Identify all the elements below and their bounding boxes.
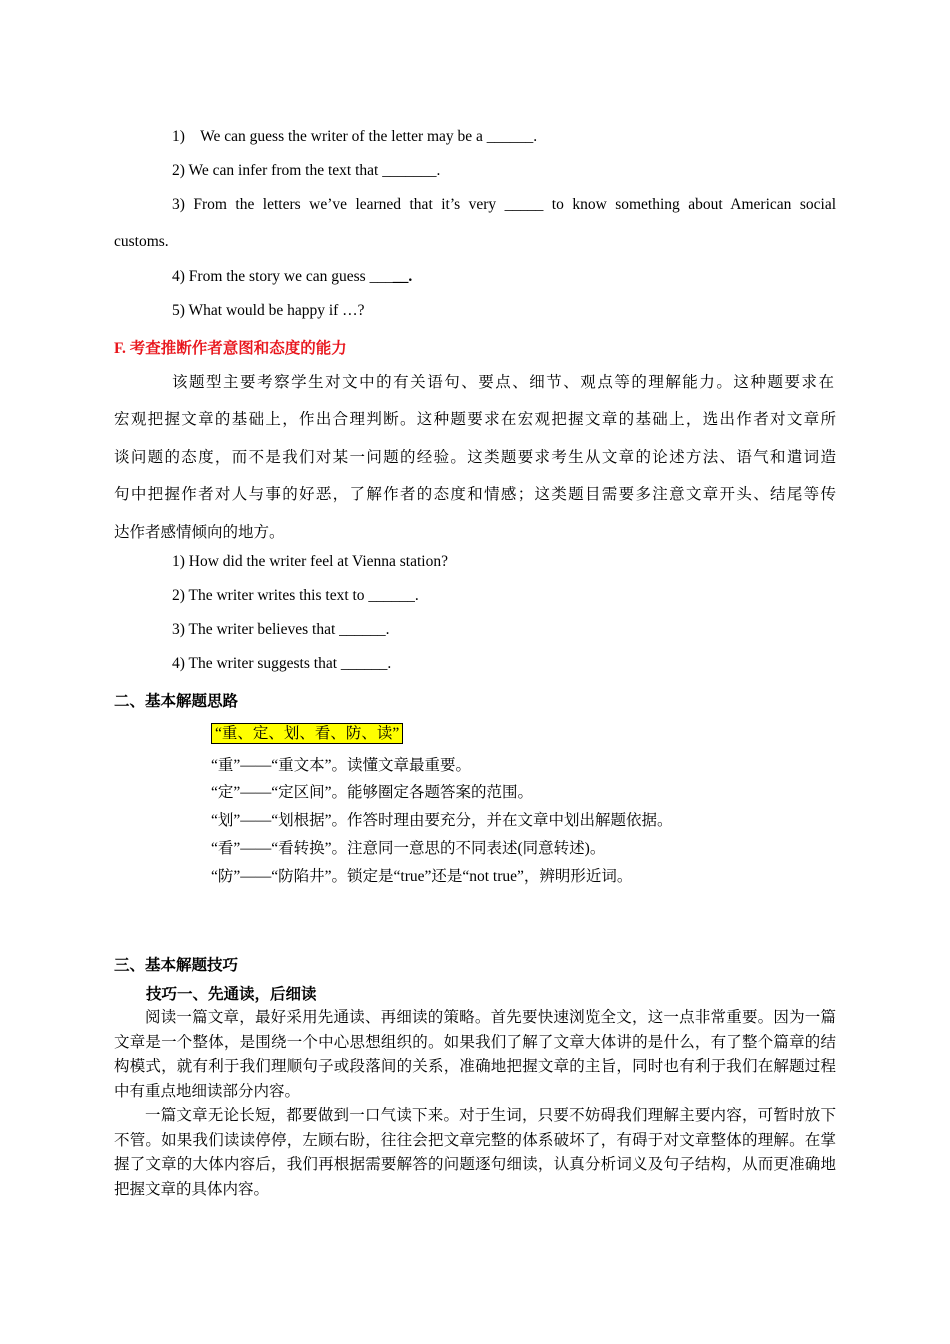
highlight-mnemonic-text: “重、定、划、看、防、读” <box>211 723 403 744</box>
section-f-heading: F. 考查推断作者意图和态度的能力 <box>114 340 347 357</box>
question-e1: 1) We can guess the writer of the letter may be a ______. <box>172 128 538 145</box>
method-item: “防”——“防陷井”。锁定是“true”还是“not true”，辨明形近词。 <box>211 868 633 885</box>
section-f-para-line: 句中把握作者对人与事的好恶，了解作者的态度和情感；这类题目需要多注意文章开头、结尾等传 <box>114 486 836 503</box>
question-e4 <box>172 268 412 286</box>
question-e5: 5) What would be happy if …? <box>172 302 365 319</box>
tip-1-body <box>114 1006 836 1202</box>
tip-1-heading: 技巧一、先通读，后细读 <box>146 986 317 1003</box>
highlight-mnemonic <box>211 721 403 743</box>
tip-1-paragraph: 一篇文章无论长短，都要做到一口气读下来。对于生词，只要不妨碍我们理解主要内容，可暂时放下不管。如果我们读读停停，左顾右盼，往往会把文章完整的体系破坏了，有碍于对文章整体的理解。在掌握了文章的大体内容后，我们再根据需要解答的问题逐句细读，认真分析词义及句子结构，从而更准确地把握文章的具体内容。 <box>114 1107 836 1198</box>
section-3-heading: 三、基本解题技巧 <box>114 957 239 974</box>
method-item: “看”——“看转换”。注意同一意思的不同表述(同意转述)。 <box>211 840 606 857</box>
method-item: “划”——“划根据”。作答时理由要充分，并在文章中划出解题依据。 <box>211 812 673 829</box>
question-f2: 2) The writer writes this text to ______. <box>172 587 419 604</box>
question-f4: 4) The writer suggests that ______. <box>172 655 392 672</box>
question-e4-text: 4) From the story we can guess ___ <box>172 268 393 285</box>
method-item: “定”——“定区间”。能够圈定各题答案的范围。 <box>211 784 534 801</box>
section-f-para-line: 达作者感情倾向的地方。 <box>114 524 285 541</box>
question-f3: 3) The writer believes that ______. <box>172 621 390 638</box>
section-f-para-line: 宏观把握文章的基础上，作出合理判断。这种题要求在宏观把握文章的基础上，选出作者对文章所 <box>114 411 836 428</box>
section-f-para-line: 该题型主要考察学生对文中的有关语句、要点、细节、观点等的理解能力。这种题要求在 <box>172 374 834 391</box>
section-2-heading: 二、基本解题思路 <box>114 693 239 710</box>
tip-1-paragraph: 阅读一篇文章，最好采用先通读、再细读的策略。首先要快速浏览全文，这一点非常重要。因为一篇文章是一个整体，是围绕一个中心思想组织的。如果我们了解了文章大体讲的是什么，有了整个篇章的结构模式，就有利于我们理顺句子或段落间的关系，准确地把握文章的主旨，同时也有利于我们在解题过程中有重点地细读部分内容。 <box>114 1009 836 1100</box>
question-e3-line2: customs. <box>114 233 169 250</box>
question-e4-blank: __. <box>392 268 413 285</box>
question-f1: 1) How did the writer feel at Vienna station? <box>172 553 448 570</box>
section-f-para-line: 谈问题的态度，而不是我们对某一问题的经验。这类题要求考生从文章的论述方法、语气和遣词造 <box>114 449 836 466</box>
method-item: “重”——“重文本”。读懂文章最重要。 <box>211 757 472 774</box>
question-e2: 2) We can infer from the text that _______. <box>172 162 441 179</box>
question-e3-line1: 3) From the letters we’ve learned that it’s very _____ to know something about American social <box>172 196 836 213</box>
